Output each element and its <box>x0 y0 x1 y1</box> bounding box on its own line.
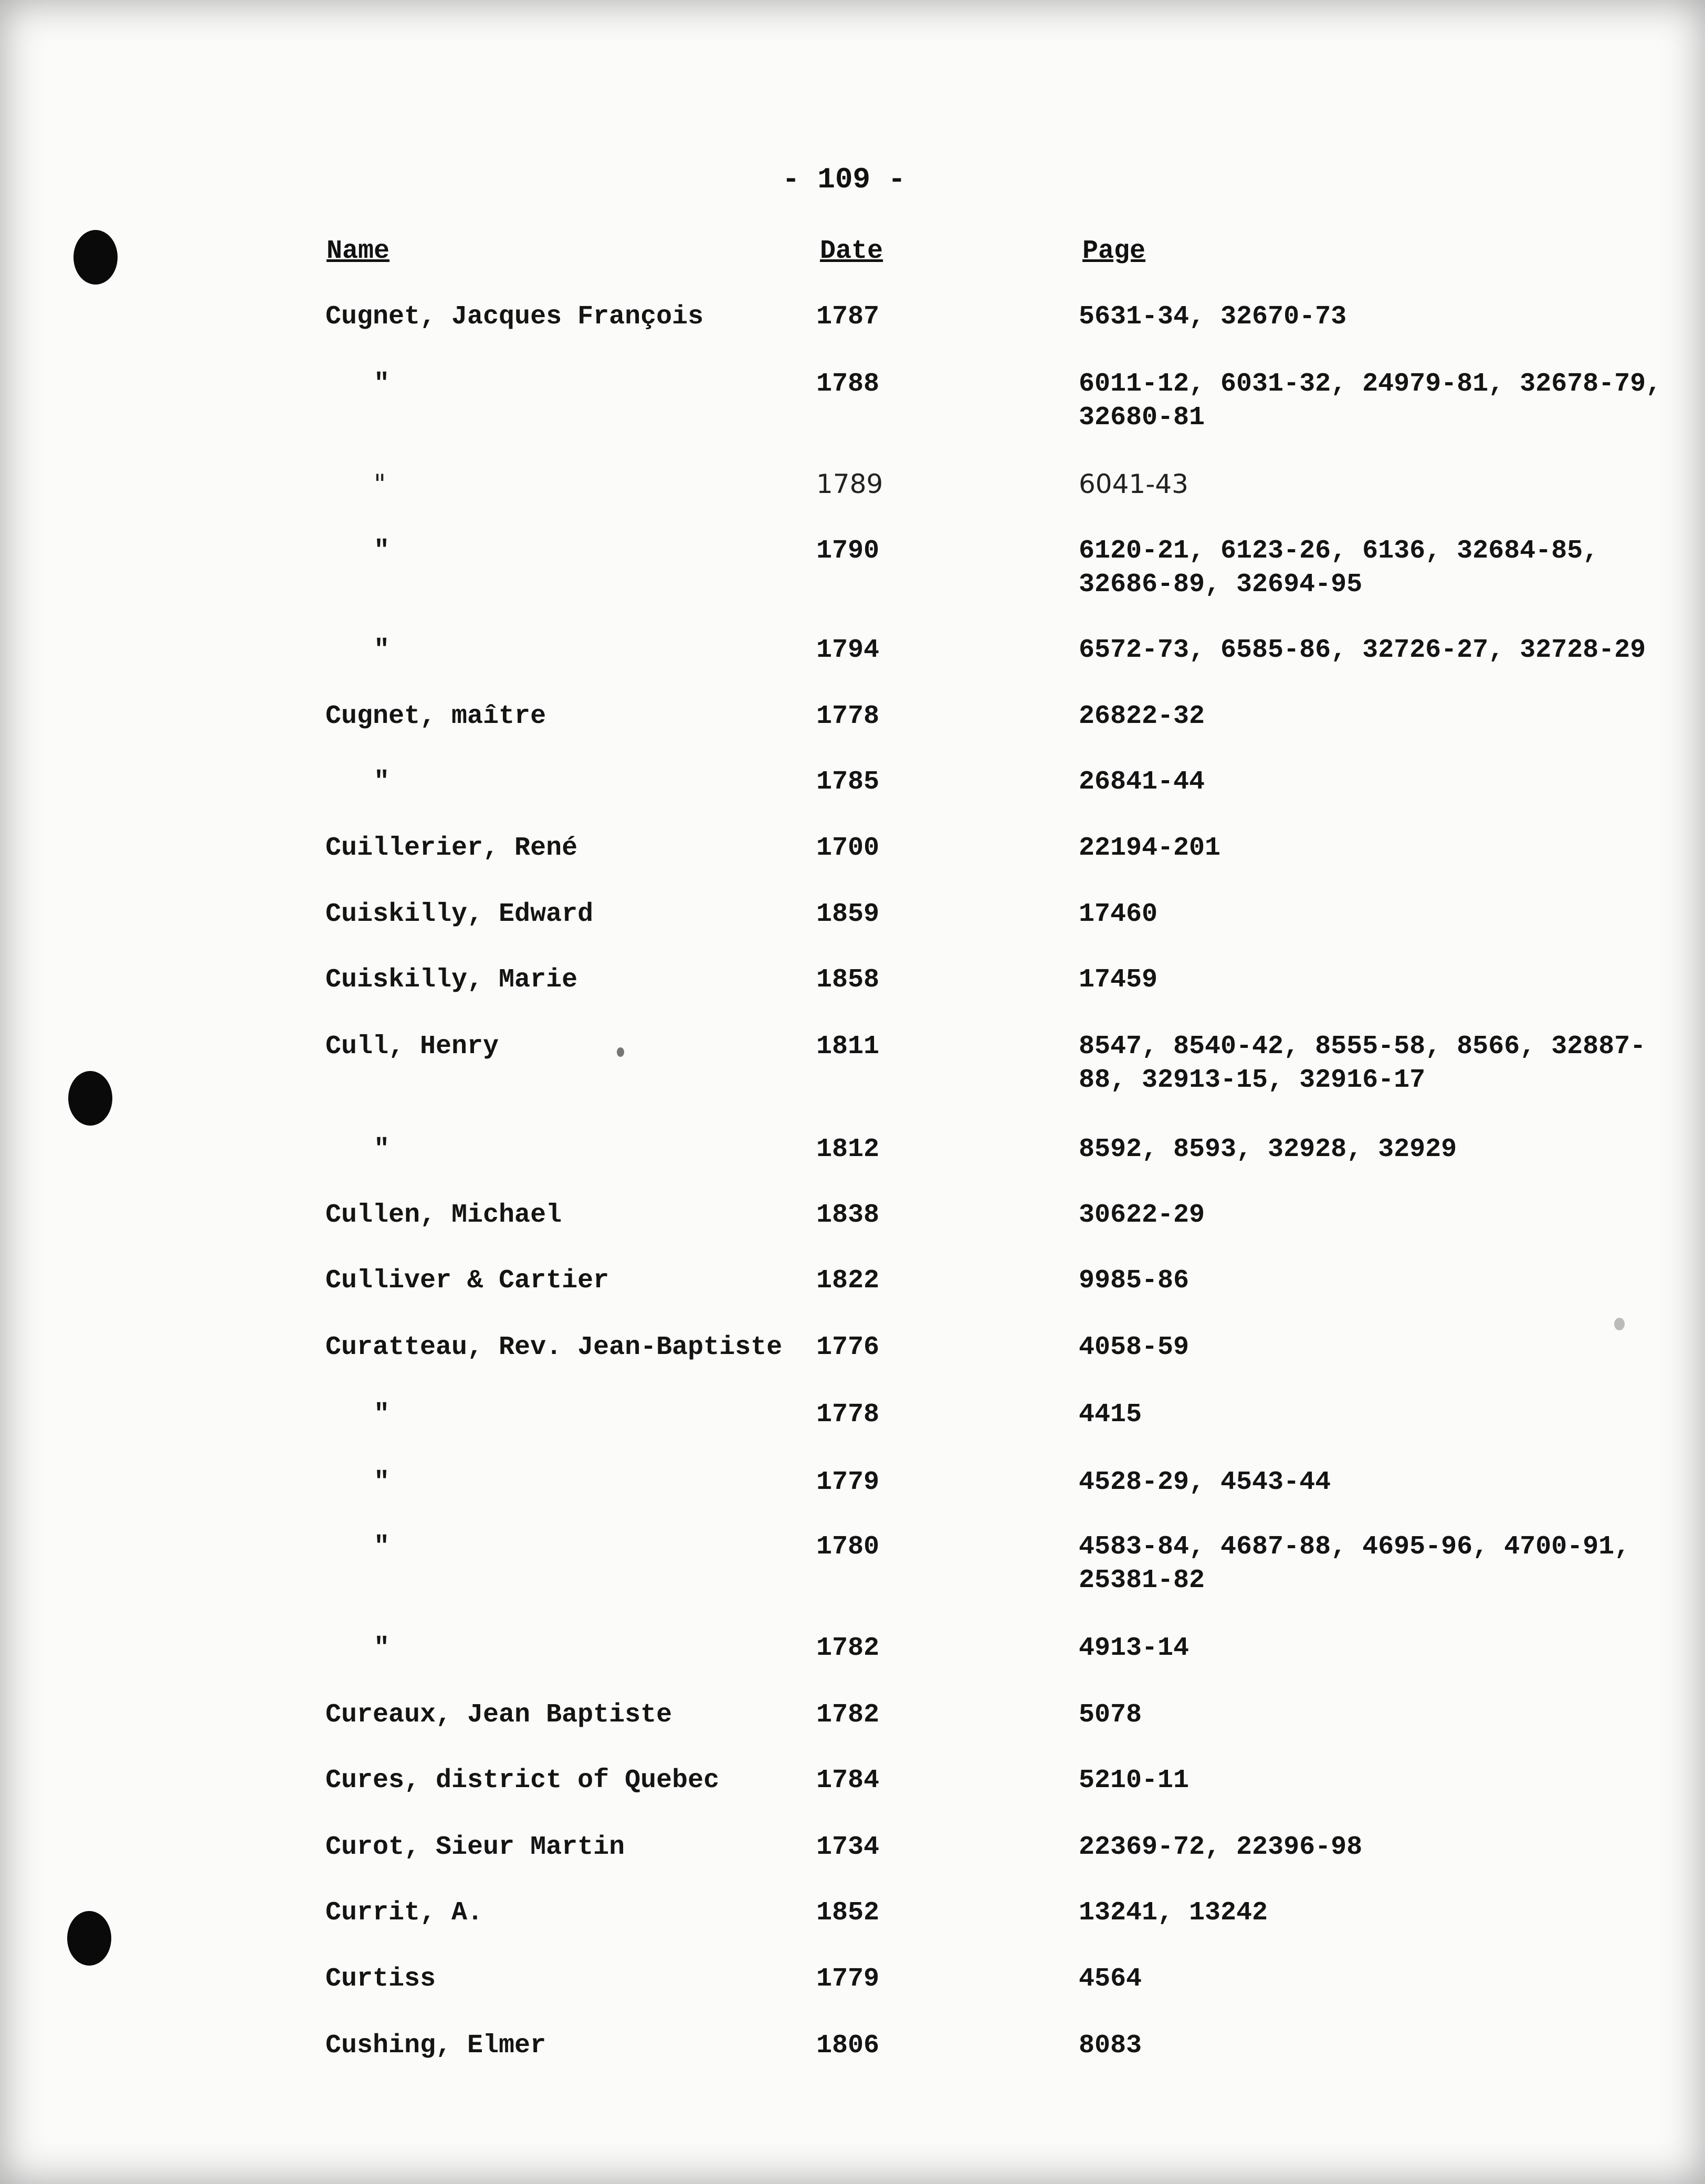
row-pages: 17459 <box>1079 965 1158 995</box>
header-name: Name <box>327 236 390 266</box>
row-pages: 17460 <box>1079 899 1158 929</box>
row-name: Curot, Sieur Martin <box>325 1832 625 1862</box>
row-pages: 4528-29, 4543-44 <box>1079 1467 1331 1497</box>
row-name: Cullen, Michael <box>325 1200 562 1230</box>
row-date: 1811 <box>816 1032 880 1062</box>
header-date: Date <box>820 236 883 266</box>
row-date: 1794 <box>816 635 880 665</box>
row-pages: 26841-44 <box>1079 767 1205 797</box>
row-date: 1852 <box>816 1898 880 1928</box>
row-name: Cull, Henry <box>325 1032 499 1062</box>
row-pages: 4913-14 <box>1079 1633 1190 1663</box>
row-name: Cugnet, Jacques François <box>325 302 704 332</box>
row-date: 1812 <box>816 1135 880 1164</box>
header-page: Page <box>1082 236 1146 266</box>
row-pages: 8592, 8593, 32928, 32929 <box>1079 1135 1457 1164</box>
row-name: Curtiss <box>325 1964 436 1994</box>
page-number: - 109 - <box>782 163 906 196</box>
row-date: 1779 <box>816 1964 880 1994</box>
row-pages: 6011-12, 6031-32, 24979-81, 32678-79, 32680-81 <box>1079 369 1662 433</box>
row-pages: 22369-72, 22396-98 <box>1079 1832 1363 1862</box>
punch-hole-middle <box>68 1071 112 1126</box>
row-pages: 30622-29 <box>1079 1200 1205 1230</box>
row-name-ditto: " <box>374 1532 390 1562</box>
row-pages: 5078 <box>1079 1700 1142 1730</box>
row-name-ditto: " <box>374 635 390 665</box>
row-name-ditto: " <box>374 536 390 566</box>
row-pages: 6572-73, 6585-86, 32726-27, 32728-29 <box>1079 635 1646 665</box>
row-pages: 22194-201 <box>1079 833 1221 863</box>
row-date: 1782 <box>816 1700 880 1730</box>
row-pages: 8547, 8540-42, 8555-58, 8566, 32887-88, 32913-15, 32916-17 <box>1079 1032 1646 1095</box>
row-pages: 6120-21, 6123-26, 6136, 32684-85, 32686-89, 32694-95 <box>1079 536 1599 600</box>
row-date: 1822 <box>816 1266 880 1296</box>
row-pages: 4583-84, 4687-88, 4695-96, 4700-91, 25381-82 <box>1079 1532 1630 1595</box>
row-date: 1782 <box>816 1633 880 1663</box>
row-date: 1838 <box>816 1200 880 1230</box>
row-date: 1787 <box>816 302 880 332</box>
row-name-ditto: " <box>374 1467 390 1497</box>
speck-mark <box>1614 1318 1625 1330</box>
row-name-ditto: " <box>374 1633 390 1663</box>
row-name: Curatteau, Rev. Jean-Baptiste <box>325 1332 783 1362</box>
row-pages: 4564 <box>1079 1964 1142 1994</box>
row-date: 1806 <box>816 2031 880 2061</box>
row-date: 1778 <box>816 701 880 731</box>
punch-hole-top <box>73 230 118 285</box>
row-date: 1789 <box>816 469 883 499</box>
row-date: 1778 <box>816 1400 880 1430</box>
row-name: Currit, A. <box>325 1898 483 1928</box>
row-date: 1784 <box>816 1766 880 1796</box>
row-name-ditto: " <box>374 469 386 499</box>
row-name-ditto: " <box>374 767 390 797</box>
punch-hole-bottom <box>67 1911 111 1966</box>
row-pages: 9985-86 <box>1079 1266 1190 1296</box>
row-pages: 13241, 13242 <box>1079 1898 1268 1928</box>
row-name-ditto: " <box>374 369 390 399</box>
row-pages: 4058-59 <box>1079 1332 1190 1362</box>
row-name: Cuiskilly, Marie <box>325 965 578 995</box>
speck-mark <box>617 1047 624 1057</box>
row-name: Culliver & Cartier <box>325 1266 609 1296</box>
row-date: 1779 <box>816 1467 880 1497</box>
row-pages: 26822-32 <box>1079 701 1205 731</box>
row-name-ditto: " <box>374 1135 390 1164</box>
row-name-ditto: " <box>374 1400 390 1430</box>
row-date: 1734 <box>816 1832 880 1862</box>
row-date: 1790 <box>816 536 880 566</box>
row-name: Cugnet, maître <box>325 701 546 731</box>
row-date: 1858 <box>816 965 880 995</box>
row-name: Cuillerier, René <box>325 833 578 863</box>
row-date: 1788 <box>816 369 880 399</box>
row-pages: 5631-34, 32670-73 <box>1079 302 1347 332</box>
row-pages: 4415 <box>1079 1400 1142 1430</box>
row-date: 1785 <box>816 767 880 797</box>
row-name: Cushing, Elmer <box>325 2031 546 2061</box>
row-pages: 8083 <box>1079 2031 1142 2061</box>
row-name: Cuiskilly, Edward <box>325 899 594 929</box>
row-pages: 5210-11 <box>1079 1766 1190 1796</box>
row-date: 1780 <box>816 1532 880 1562</box>
row-pages: 6041-43 <box>1079 469 1188 499</box>
row-date: 1776 <box>816 1332 880 1362</box>
row-name: Cures, district of Quebec <box>325 1766 720 1796</box>
row-date: 1859 <box>816 899 880 929</box>
row-name: Cureaux, Jean Baptiste <box>325 1700 672 1730</box>
row-date: 1700 <box>816 833 880 863</box>
